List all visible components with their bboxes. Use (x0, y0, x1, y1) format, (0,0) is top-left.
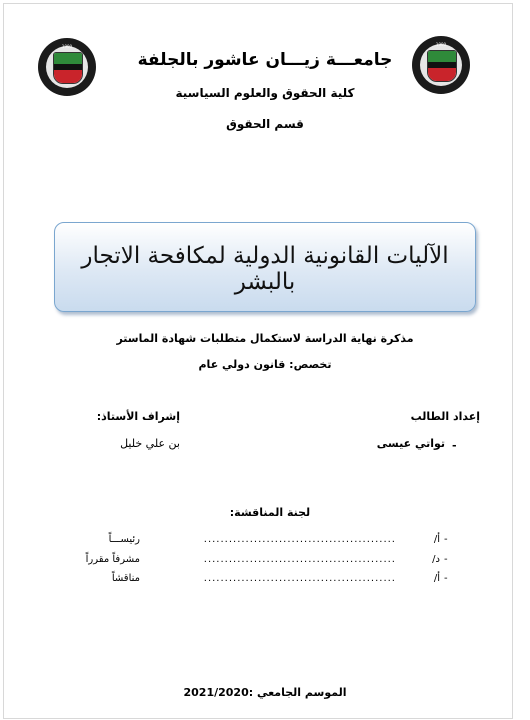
jury-role: مناقشاً (111, 573, 140, 584)
supervisor-name: بن علي خليل (120, 437, 180, 450)
university-logo-right: 1990 (412, 36, 470, 94)
thesis-title: الآليات القانونية الدولية لمكافحة الاتجار بالبشر (81, 243, 449, 295)
jury-dash: - (444, 573, 448, 584)
jury-member-row (60, 554, 460, 568)
jury-role: مشرفاً مقرراً (85, 554, 140, 565)
jury-member-row (60, 573, 460, 587)
jury-dash: - (444, 534, 448, 545)
jury-member-row (60, 534, 460, 548)
student-name: تواتي عيسى (376, 437, 445, 450)
memo-line: مذكرة نهاية الدراسة لاستكمال متطلبات شهادة الماستر (116, 332, 414, 345)
jury-prefix: أ/ (433, 534, 440, 545)
jury-prefix: أ/ (433, 573, 440, 584)
supervisor-label: إشراف الأستاذ: (96, 410, 180, 423)
faculty-name: كلية الحقوق والعلوم السياسية (175, 86, 355, 100)
jury-role: رئيســـاً (108, 534, 140, 545)
jury-dash: - (444, 554, 448, 565)
university-logo-left: 1990 (38, 38, 96, 96)
jury-prefix: د/ (432, 554, 440, 565)
department-name: قسم الحقوق (226, 117, 304, 131)
jury-dots: .............................................. (203, 573, 396, 584)
student-dash: - (452, 439, 457, 452)
jury-dots: .............................................. (203, 534, 396, 545)
university-name: جامعـــة زيـــان عاشور بالجلفة (137, 50, 393, 70)
academic-year: الموسم الجامعي :2021/2020 (183, 686, 347, 699)
title-box (54, 222, 476, 312)
jury-dots: .............................................. (203, 554, 396, 565)
jury-title: لجنة المناقشة: (229, 506, 311, 519)
prepared-by-label: إعداد الطالب (410, 410, 480, 423)
specialization: تخصص: قانون دولي عام (198, 358, 332, 371)
